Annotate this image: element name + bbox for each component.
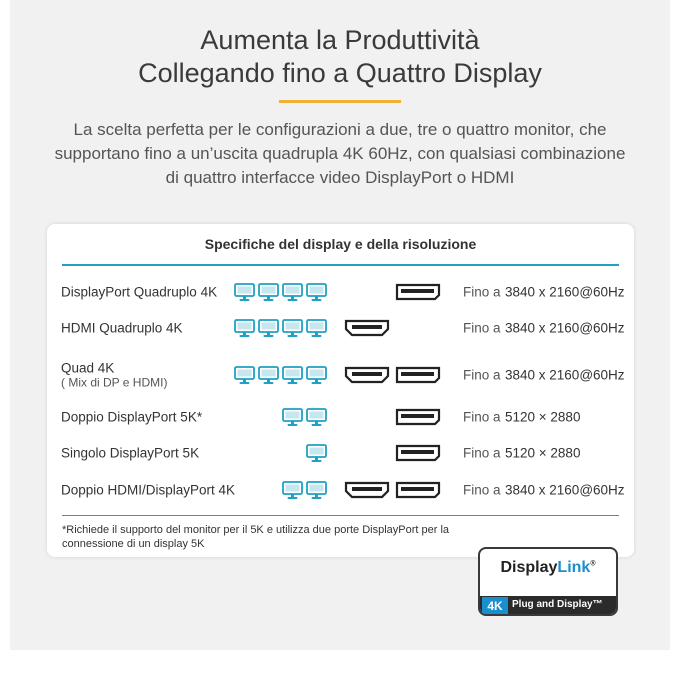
spec-row-resolution: 3840 x 2160@60Hz [505, 320, 625, 336]
spec-row-label [61, 446, 199, 461]
spec-row [47, 310, 634, 346]
spec-row-label [61, 410, 202, 425]
monitor-icon [258, 319, 279, 338]
badge-stripe [480, 596, 616, 616]
accent-rule [279, 100, 401, 103]
spec-row-fino: Fino a [463, 367, 501, 383]
title-line-2: Collegando fino a Quattro Display [138, 58, 542, 88]
monitor-icon [234, 283, 255, 302]
spec-row [47, 352, 634, 398]
monitor-icon [306, 366, 327, 385]
displayport-connector-icon [395, 366, 441, 384]
page-title [0, 24, 680, 90]
spec-row-resolution: 3840 x 2160@60Hz [505, 284, 625, 300]
spec-row [47, 274, 634, 310]
description [30, 118, 650, 190]
monitor-icon [234, 366, 255, 385]
spec-row-resolution: 5120 × 2880 [505, 409, 581, 425]
spec-row-title: Doppio DisplayPort 5K* [61, 409, 203, 425]
monitor-icon [258, 283, 279, 302]
footnote [62, 523, 512, 551]
monitor-icon [258, 366, 279, 385]
displaylink-logo [480, 559, 616, 577]
spec-row-label [61, 483, 235, 498]
spec-row-resolution: 3840 x 2160@60Hz [505, 482, 625, 498]
monitor-icon [234, 319, 255, 338]
monitor-icon [306, 319, 327, 338]
spec-row-title: DisplayPort Quadruplo 4K [61, 284, 218, 300]
displaylink-badge [478, 547, 618, 616]
description-line-2: supportano fino a un’uscita quadrupla 4K 60Hz, con qualsiasi combinazione [54, 144, 626, 163]
spec-row-fino: Fino a [463, 284, 501, 300]
spec-row [47, 399, 634, 435]
spec-row-fino: Fino a [463, 482, 501, 498]
brand-display-text: Display [500, 559, 558, 576]
monitor-icon [282, 408, 303, 427]
spec-row-title: HDMI Quadruplo 4K [61, 320, 183, 336]
monitor-icon [306, 283, 327, 302]
monitor-icon [282, 283, 303, 302]
description-line-1: La scelta perfetta per le configurazioni a due, tre o quattro monitor, che [73, 120, 607, 139]
displayport-connector-icon [395, 283, 441, 301]
registered-mark: ® [590, 560, 596, 568]
hdmi-connector-icon [344, 481, 390, 499]
monitor-icon [282, 319, 303, 338]
spec-row-title: Doppio HDMI/DisplayPort 4K [61, 482, 236, 498]
spec-row-title: Singolo DisplayPort 5K [61, 445, 200, 461]
spec-card-title: Specifiche del display e della risoluzione [204, 236, 477, 252]
badge-4k: 4K [482, 597, 508, 615]
badge-tagline: Plug and Display™ [512, 599, 603, 610]
footnote-line-2: connessione di un display 5K [62, 538, 205, 550]
displayport-connector-icon [395, 408, 441, 426]
hdmi-connector-icon [344, 366, 390, 384]
spec-row-resolution: 3840 x 2160@60Hz [505, 367, 625, 383]
monitor-icon [306, 481, 327, 500]
spec-row-label [61, 285, 217, 300]
spec-row-fino: Fino a [463, 445, 501, 461]
hdmi-connector-icon [344, 319, 390, 337]
spec-row-sublabel: ( Mix di DP e HDMI) [61, 375, 168, 390]
monitor-icon [282, 366, 303, 385]
spec-row-label [61, 321, 183, 336]
monitor-icon [282, 481, 303, 500]
displayport-connector-icon [395, 444, 441, 462]
description-line-3: di quattro interfacce video DisplayPort o HDMI [165, 168, 515, 187]
spec-row-label [61, 361, 167, 390]
spec-row-resolution: 5120 × 2880 [505, 445, 581, 461]
title-line-1: Aumenta la Produttività [200, 25, 480, 55]
spec-card [47, 224, 634, 557]
spec-row-fino: Fino a [463, 320, 501, 336]
monitor-icon [306, 444, 327, 463]
spec-row-fino: Fino a [463, 409, 501, 425]
displayport-connector-icon [395, 481, 441, 499]
footnote-line-1: *Richiede il supporto del monitor per il 5K e utilizza due porte DisplayPort per la [62, 524, 450, 536]
brand-link-text: Link [557, 559, 591, 576]
spec-row [47, 472, 634, 508]
monitor-icon [306, 408, 327, 427]
spec-card-divider [62, 264, 619, 266]
spec-row [47, 435, 634, 471]
footnote-divider [62, 515, 619, 516]
spec-row-title: Quad 4K [61, 360, 115, 376]
